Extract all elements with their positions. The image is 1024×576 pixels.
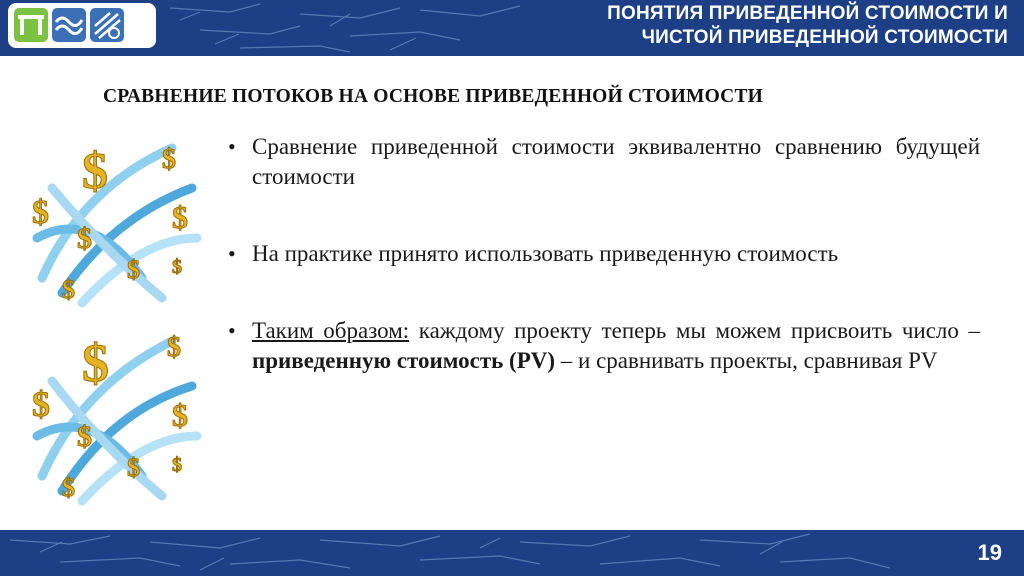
logo-lines-icon [90,8,124,42]
dollar-swirl-icon [22,128,207,308]
logo-waves-icon [52,8,86,42]
svg-text:$: $ [127,453,140,482]
svg-text:$: $ [82,143,108,200]
section-title: СРАВНЕНИЕ ПОТОКОВ НА ОСНОВЕ ПРИВЕДЕННОЙ СТОИМОСТИ [103,86,764,107]
svg-text:$: $ [32,384,50,424]
svg-text:$: $ [172,454,182,476]
bullet-dot: • [228,134,236,159]
page-number: 19 [977,540,1002,565]
bullet-text-2: На практике принято использовать приведенную стоимость [252,241,839,266]
logo-panel [8,3,156,48]
svg-text:$: $ [172,199,188,235]
svg-text:$: $ [77,222,92,255]
footer-band [0,530,1024,576]
svg-text:$: $ [62,473,75,502]
svg-text:$: $ [167,332,181,363]
header-title-line1: ПОНЯТИЯ ПРИВЕДЕННОЙ СТОИМОСТИ И [607,3,1008,24]
bullet-item [228,316,980,376]
header-title-line2: ЧИСТОЙ ПРИВЕДЕННОЙ СТОИМОСТИ [641,27,1008,48]
svg-text:$: $ [162,144,176,175]
bullet-dot: • [228,241,236,266]
svg-text:$: $ [62,275,75,304]
svg-text:$: $ [82,333,109,393]
bullet-item [228,132,980,192]
svg-text:$: $ [77,420,92,453]
logo-pi-icon [14,8,48,42]
bullet-lead-underlined: Таким образом: [252,318,410,343]
bullet-item [228,239,980,269]
bullet-text-3a: каждому проекту теперь мы можем присвоить число – [409,318,980,343]
svg-text:$: $ [127,255,140,284]
dollar-swirl-icon [22,316,207,506]
bullet-text-1: Сравнение приведенной стоимости эквивалентно сравнению будущей стоимости [252,134,980,189]
bullet-list [228,132,980,376]
header-band [0,0,1024,56]
bullet-bold-pv: приведенную стоимость (PV) [252,348,556,373]
svg-text:$: $ [32,194,49,231]
header-title [528,2,1008,50]
svg-text:$: $ [172,256,182,278]
footer-pattern [0,530,1024,576]
bullet-dot: • [228,318,236,343]
svg-text:$: $ [172,397,188,433]
bullet-text-3b: – и сравнивать проекты, сравнивая PV [555,348,938,373]
